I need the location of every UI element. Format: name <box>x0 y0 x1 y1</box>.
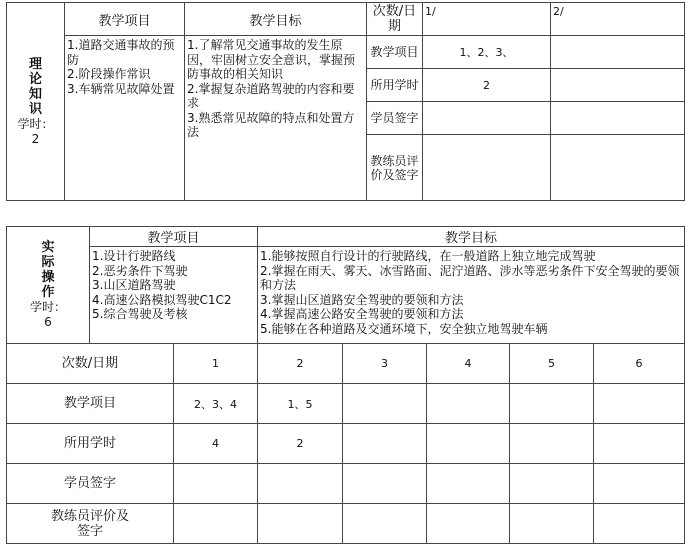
practice-goal-4: 4.掌握高速公路安全驾驶的要领和方法 <box>260 307 464 321</box>
theory-row-coach-label: 教练员评价及签字 <box>367 135 423 201</box>
theory-row-project-empty <box>551 36 685 69</box>
practice-student-cell-3[interactable] <box>343 464 427 504</box>
practice-goal-3: 3.掌握山区道路安全驾驶的要领和方法 <box>260 292 464 307</box>
practice-project-empty-6 <box>594 384 685 424</box>
theory-sidebar <box>7 3 65 201</box>
practice-goals-cell <box>258 247 685 344</box>
theory-projects-cell <box>65 36 185 201</box>
practice-student-cell-1[interactable] <box>174 464 258 504</box>
practice-project-empty-5 <box>510 384 594 424</box>
theory-goal-1: 1.了解常见交通事故的发生原因，牢固树立安全意识，掌握预防事故的相关知识 <box>187 38 356 81</box>
theory-side-char-4: 识 <box>28 101 42 117</box>
practice-row-hours-label: 所用学时 <box>7 424 174 464</box>
practice-hours-empty-4 <box>427 424 510 464</box>
practice-count-3: 3 <box>343 344 427 384</box>
theory-hours-value: 2 <box>31 131 40 146</box>
theory-row-hours-empty <box>551 69 685 102</box>
theory-coach-cell-2[interactable] <box>551 135 685 201</box>
practice-student-cell-2[interactable] <box>258 464 343 504</box>
theory-side-char-1: 理 <box>28 56 42 72</box>
practice-header-project: 教学项目 <box>90 227 258 247</box>
practice-coach-cell-2[interactable] <box>258 504 343 544</box>
practice-coach-cell-5[interactable] <box>510 504 594 544</box>
theory-table <box>6 2 685 201</box>
practice-goal-2: 2.掌握在雨天、雾天、冰雪路面、泥泞道路、涉水等恶劣条件下安全驾驶的要领和方法 <box>260 263 680 292</box>
practice-student-cell-4[interactable] <box>427 464 510 504</box>
theory-row-project-value: 1、2、3、 <box>423 36 551 69</box>
theory-row-hours-label: 所用学时 <box>367 69 423 102</box>
theory-row-hours-value: 2 <box>423 69 551 102</box>
practice-table <box>6 226 685 544</box>
practice-goal-5: 5.能够在各种道路及交通环境下，安全独立地驾驶车辆 <box>260 321 548 336</box>
practice-project-5: 5.综合驾驶及考核 <box>92 307 188 321</box>
theory-side-char-2: 论 <box>28 71 42 87</box>
practice-hours-value-1: 4 <box>174 424 258 464</box>
practice-hours-empty-3 <box>343 424 427 464</box>
practice-goal-1: 1.能够按照自行设计的行驶路线，在一般道路上独立地完成驾驶 <box>260 249 596 263</box>
practice-project-3: 3.山区道路驾驶 <box>92 278 176 292</box>
practice-coach-cell-6[interactable] <box>594 504 685 544</box>
theory-count-1: 1/ <box>423 3 551 36</box>
practice-side-char-1: 实 <box>41 240 55 255</box>
practice-project-empty-3 <box>343 384 427 424</box>
theory-row-project-label: 教学项目 <box>367 36 423 69</box>
practice-project-value-1: 2、3、4 <box>174 384 258 424</box>
practice-project-empty-4 <box>427 384 510 424</box>
theory-coach-cell-1[interactable] <box>423 135 551 201</box>
theory-header-goal: 教学目标 <box>185 3 367 36</box>
practice-student-cell-5[interactable] <box>510 464 594 504</box>
theory-student-cell-1[interactable] <box>423 102 551 135</box>
practice-hours-label: 学时： <box>29 300 66 314</box>
practice-student-cell-6[interactable] <box>594 464 685 504</box>
theory-count-2: 2/ <box>551 3 685 36</box>
practice-hours-empty-6 <box>594 424 685 464</box>
theory-row-student-label: 学员签字 <box>367 102 423 135</box>
practice-coach-cell-1[interactable] <box>174 504 258 544</box>
practice-side-char-3: 操 <box>41 270 55 285</box>
theory-header-project: 教学项目 <box>65 3 185 36</box>
theory-side-char-3: 知 <box>28 86 42 102</box>
practice-count-1: 1 <box>174 344 258 384</box>
practice-row-student-label: 学员签字 <box>7 464 174 504</box>
practice-project-4: 4.高速公路模拟驾驶C1C2 <box>92 292 232 307</box>
practice-count-6: 6 <box>594 344 685 384</box>
theory-goal-2: 2.掌握复杂道路驾驶的内容和要求 <box>187 81 355 110</box>
practice-project-value-2: 1、5 <box>258 384 343 424</box>
practice-count-4: 4 <box>427 344 510 384</box>
practice-count-2: 2 <box>258 344 343 384</box>
theory-hours-label: 学时： <box>17 116 54 131</box>
theory-project-1: 1.道路交通事故的预防 <box>67 38 175 67</box>
theory-project-2: 2.阶段操作常识 <box>67 67 151 81</box>
theory-project-3: 3.车辆常见故障处置 <box>67 81 175 96</box>
practice-hours-value-2: 2 <box>258 424 343 464</box>
theory-student-cell-2[interactable] <box>551 102 685 135</box>
practice-count-5: 5 <box>510 344 594 384</box>
theory-goals-cell <box>185 36 367 201</box>
practice-projects-cell <box>90 247 258 344</box>
practice-project-2: 2.恶劣条件下驾驶 <box>92 263 188 278</box>
theory-goal-3: 3.熟悉常见故障的特点和处置方法 <box>187 110 355 139</box>
practice-sidebar <box>7 227 90 344</box>
practice-row-count-label: 次数/日期 <box>7 344 174 384</box>
practice-side-char-2: 际 <box>41 255 55 270</box>
practice-hours-value: 6 <box>44 315 52 329</box>
theory-header-count: 次数/日期 <box>367 3 423 36</box>
practice-row-project-label: 教学项目 <box>7 384 174 424</box>
practice-row-coach-label: 教练员评价及签字 <box>7 504 174 544</box>
practice-hours-empty-5 <box>510 424 594 464</box>
practice-coach-cell-4[interactable] <box>427 504 510 544</box>
practice-side-char-4: 作 <box>41 285 55 300</box>
practice-project-1: 1.设计行驶路线 <box>92 249 176 263</box>
practice-header-goal: 教学目标 <box>258 227 685 247</box>
practice-coach-cell-3[interactable] <box>343 504 427 544</box>
